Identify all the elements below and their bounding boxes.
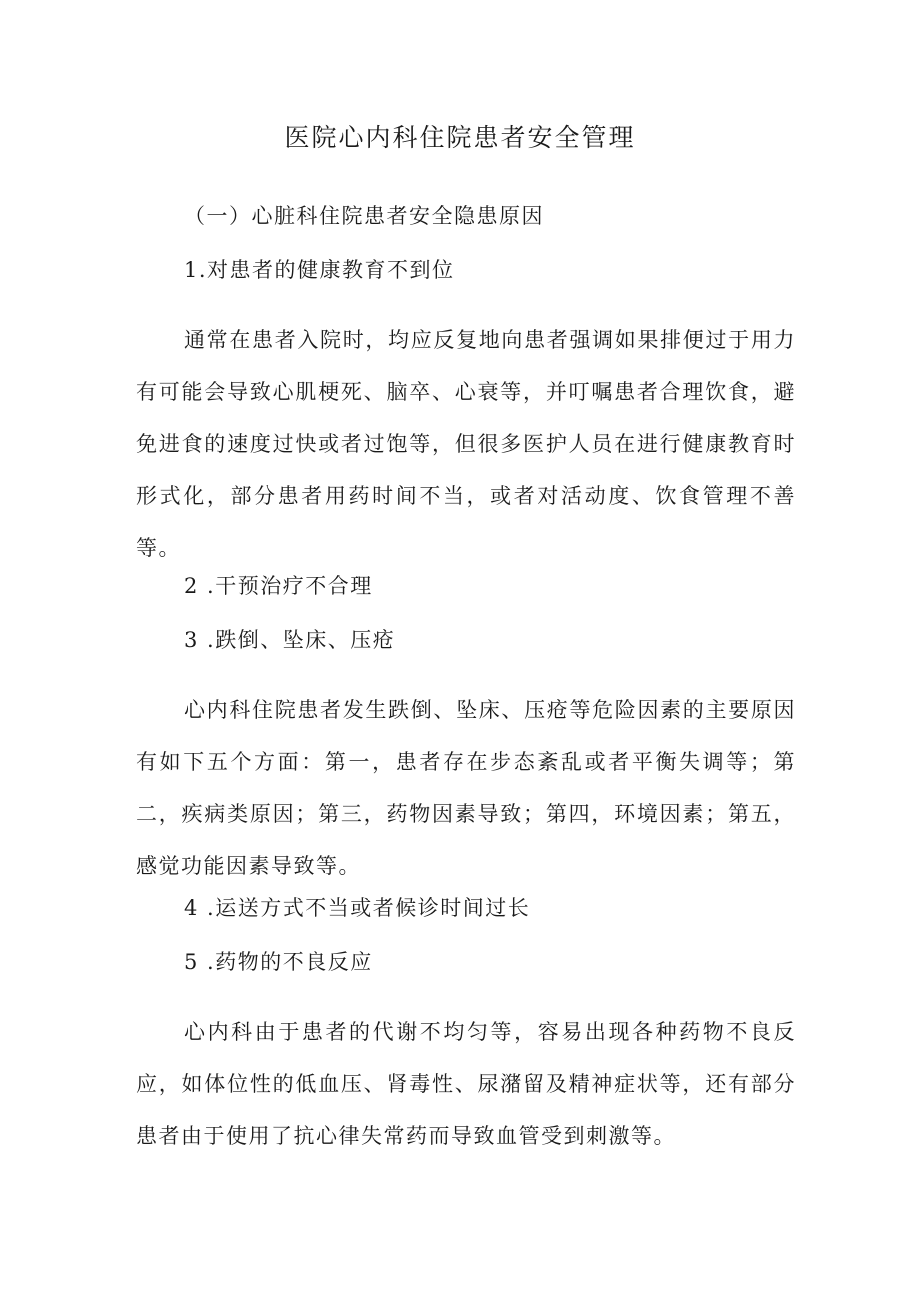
item-heading-5: 5 .药物的不良反应 (184, 950, 373, 974)
paragraph-adverse-reactions: 心内科由于患者的代谢不均匀等，容易出现各种药物不良反应，如体位性的低血压、肾毒性、尿潴留及精神症状等，还有部分患者由于使用了抗心律失常药而导致血管受到刺激等。 (136, 1020, 796, 1148)
document-title: 医院心内科住院患者安全管理 (284, 123, 636, 152)
section-heading: （一）心脏科住院患者安全隐患原因 (184, 204, 544, 228)
item-heading-1: 1.对患者的健康教育不到位 (184, 258, 455, 282)
item-heading-2: 2 .干预治疗不合理 (184, 574, 373, 598)
paragraph-health-education: 通常在患者入院时，均应反复地向患者强调如果排便过于用力有可能会导致心肌梗死、脑卒、心衰等，并叮嘱患者合理饮食，避免进食的速度过快或者过饱等，但很多医护人员在进行健康教育时形式化，部分患者用药时间不当，或者对活动度、饮食管理不善等。 (136, 328, 796, 560)
item-heading-3: 3 .跌倒、坠床、压疮 (184, 628, 396, 652)
item-heading-4: 4 .运送方式不当或者候诊时间过长 (184, 896, 531, 920)
paragraph-fall-risk: 心内科住院患者发生跌倒、坠床、压疮等危险因素的主要原因有如下五个方面：第一，患者存在步态紊乱或者平衡失调等；第二，疾病类原因；第三，药物因素导致；第四，环境因素；第五，感觉功能因素导致等。 (136, 698, 796, 878)
